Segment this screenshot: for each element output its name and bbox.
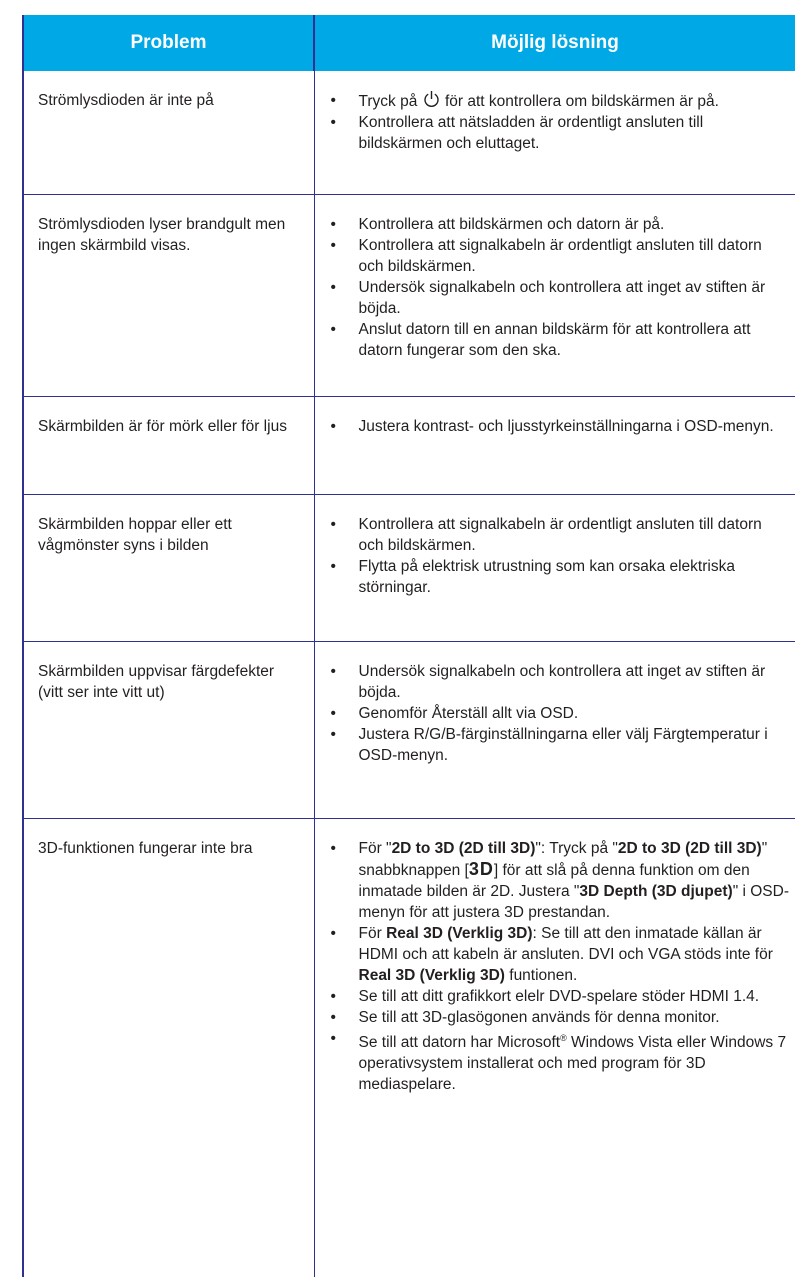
list-item: • Se till att ditt grafikkort elelr DVD-spelare stöder HDMI 1.4.: [329, 986, 790, 1007]
problem-cell: Skärmbilden hoppar eller ett vågmönster syns i bilden: [23, 495, 314, 642]
list-item: • Undersök signalkabeln och kontrollera att inget av stiften är böjda.: [329, 277, 790, 319]
solution-cell: [314, 495, 795, 642]
table-row: [23, 71, 795, 195]
list-item: • Anslut datorn till en annan bildskärm för att kontrollera att datorn fungerar som den ska.: [329, 319, 790, 361]
solution-list: [329, 416, 790, 437]
table-row: [23, 642, 795, 819]
troubleshooting-table-container: [22, 15, 795, 1153]
header-solution: Möjlig lösning: [314, 15, 795, 71]
problem-cell: 3D-funktionen fungerar inte bra: [23, 819, 314, 1277]
3d-hotkey-icon: 3D: [469, 859, 494, 879]
solution-cell: [314, 71, 795, 195]
list-item: • Genomför Återställ allt via OSD.: [329, 703, 790, 724]
solution-cell: [314, 642, 795, 819]
list-item: • För Real 3D (Verklig 3D): Se till att den inmatade källan är HDMI och att kabeln är ansluten. DVI och VGA stöds inte för Real 3D (Verklig 3D) funtionen.: [329, 923, 790, 986]
troubleshooting-table: [22, 15, 795, 1277]
list-item: • Kontrollera att nätsladden är ordentligt ansluten till bildskärmen och eluttaget.: [329, 112, 790, 154]
solution-cell: [314, 819, 795, 1277]
table-row: [23, 195, 795, 397]
problem-cell: Strömlysdioden är inte på: [23, 71, 314, 195]
problem-cell: Skärmbilden uppvisar färgdefekter (vitt ser inte vitt ut): [23, 642, 314, 819]
list-item: • Se till att datorn har Microsoft® Windows Vista eller Windows 7 operativsystem installerat och med program för 3D mediaspelare.: [329, 1028, 790, 1095]
power-icon: [423, 90, 440, 108]
list-item: • För "2D to 3D (2D till 3D)": Tryck på "2D to 3D (2D till 3D)" snabbknappen [3D] för att slå på denna funktion om den inmatade bilden är 2D. Justera "3D Depth (3D djupet)" i OSD-menyn för att justera 3D prestandan.: [329, 838, 790, 923]
solution-list: [329, 838, 790, 1095]
list-item: • Kontrollera att bildskärmen och datorn är på.: [329, 214, 790, 235]
table-header-row: [23, 15, 795, 71]
solution-list: [329, 214, 790, 361]
table-row: [23, 495, 795, 642]
list-item: • Kontrollera att signalkabeln är ordentligt ansluten till datorn och bildskärmen.: [329, 514, 790, 556]
solution-list: [329, 661, 790, 766]
list-item: • Se till att 3D-glasögonen används för denna monitor.: [329, 1007, 790, 1028]
list-item: • Flytta på elektrisk utrustning som kan orsaka elektriska störningar.: [329, 556, 790, 598]
list-item: • Undersök signalkabeln och kontrollera att inget av stiften är böjda.: [329, 661, 790, 703]
list-item: • Justera kontrast- och ljusstyrkeinställningarna i OSD-menyn.: [329, 416, 790, 437]
problem-cell: Strömlysdioden lyser brandgult men ingen skärmbild visas.: [23, 195, 314, 397]
list-item: • Justera R/G/B-färginställningarna eller välj Färgtemperatur i OSD-menyn.: [329, 724, 790, 766]
list-item: • Tryck på för att kontrollera om bildskärmen är på.: [329, 90, 790, 112]
list-item: • Kontrollera att signalkabeln är ordentligt ansluten till datorn och bildskärmen.: [329, 235, 790, 277]
bullet: •: [331, 90, 336, 111]
table-row: [23, 819, 795, 1277]
solution-cell: [314, 397, 795, 495]
solution-list: [329, 90, 790, 154]
solution-list: [329, 514, 790, 598]
table-row: [23, 397, 795, 495]
solution-cell: [314, 195, 795, 397]
header-problem: Problem: [23, 15, 314, 71]
problem-cell: Skärmbilden är för mörk eller för ljus: [23, 397, 314, 495]
